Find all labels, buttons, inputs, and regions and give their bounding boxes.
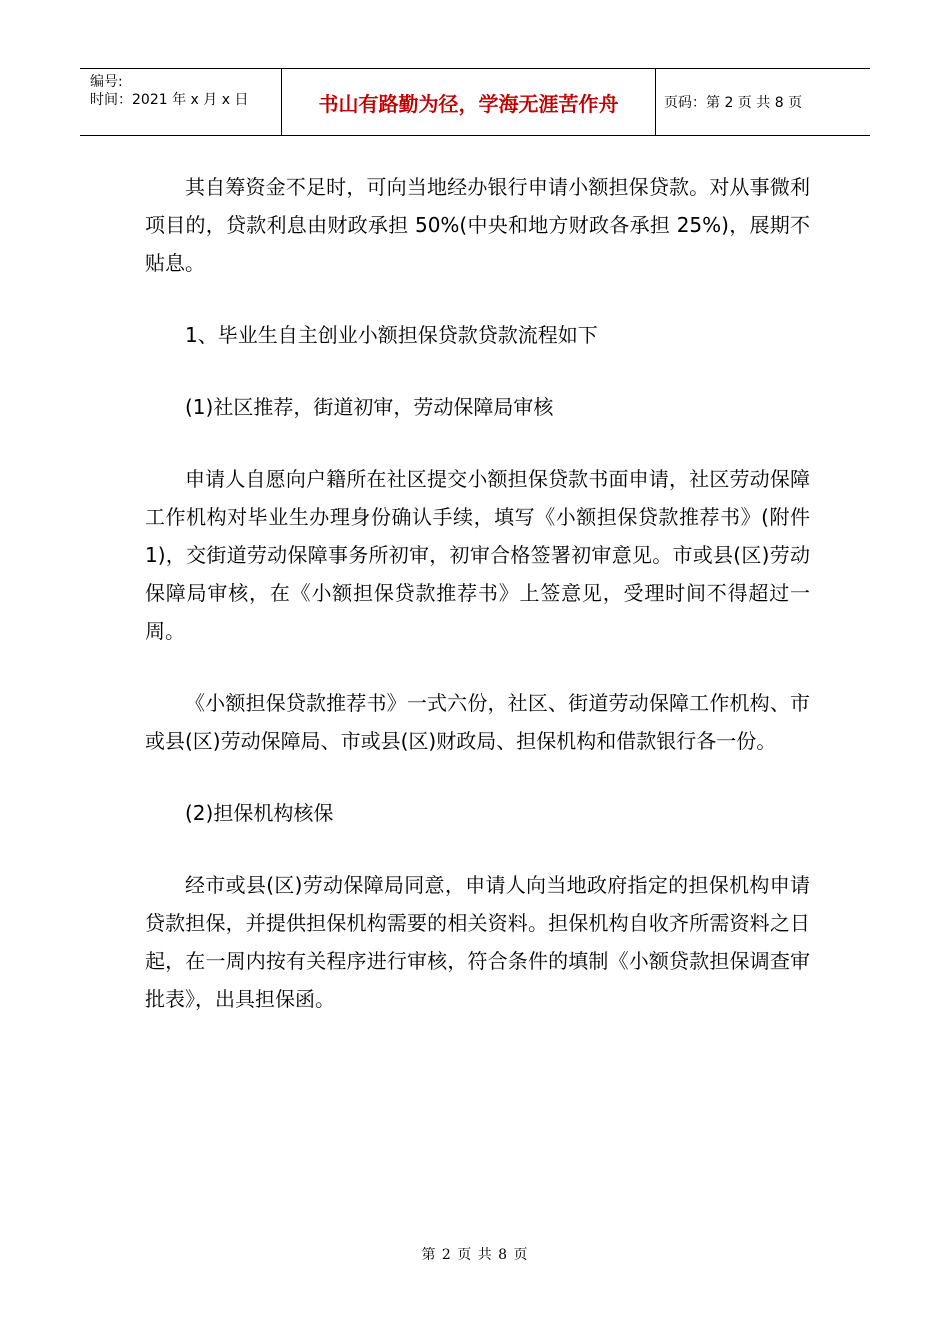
header-motto: 书山有路勤为径，学海无涯苦作舟 [282, 69, 656, 135]
section-heading-loan-process: 1、毕业生自主创业小额担保贷款贷款流程如下 [185, 323, 598, 347]
document-time-label: 时间：2021 年 x 月 x 日 [90, 92, 249, 108]
document-body [145, 168, 810, 1052]
paragraph-recommendation-copies: 《小额担保贷款推荐书》一式六份，社区、街道劳动保障工作机构、市或县(区)劳动保障局、市或县(区)财政局、担保机构和借款银行各一份。 [145, 691, 810, 753]
page-footer: 第 2 页 共 8 页 [421, 1247, 529, 1263]
subsection-heading-guarantee-review: (2)担保机构核保 [185, 801, 334, 825]
document-number-label: 编号: [90, 74, 123, 90]
header-page-info: 页码：第 2 页 共 8 页 [664, 95, 803, 111]
page-header [80, 68, 870, 136]
paragraph-guarantee-procedure: 经市或县(区)劳动保障局同意，申请人向当地政府指定的担保机构申请贷款担保，并提供担保机构需要的相关资料。担保机构自收齐所需资料之日起，在一周内按有关程序进行审核，符合条件的填制《小额贷款担保调查审批表》，出具担保函。 [145, 873, 810, 1011]
header-meta [80, 69, 282, 135]
paragraph-loan-subsidy: 其自筹资金不足时，可向当地经办银行申请小额担保贷款。对从事微利项目的，贷款利息由财政承担 50%(中央和地方财政各承担 25%)，展期不贴息。 [145, 175, 810, 275]
subsection-heading-community-recommendation: (1)社区推荐，街道初审，劳动保障局审核 [185, 395, 554, 419]
paragraph-application-procedure: 申请人自愿向户籍所在社区提交小额担保贷款书面申请，社区劳动保障工作机构对毕业生办理身份确认手续，填写《小额担保贷款推荐书》(附件 1)，交街道劳动保障事务所初审，初审合格签署初审意见。市或县(区)劳动保障局审核，在《小额担保贷款推荐书》上签意见，受理时间不得超过一周。 [145, 467, 810, 643]
